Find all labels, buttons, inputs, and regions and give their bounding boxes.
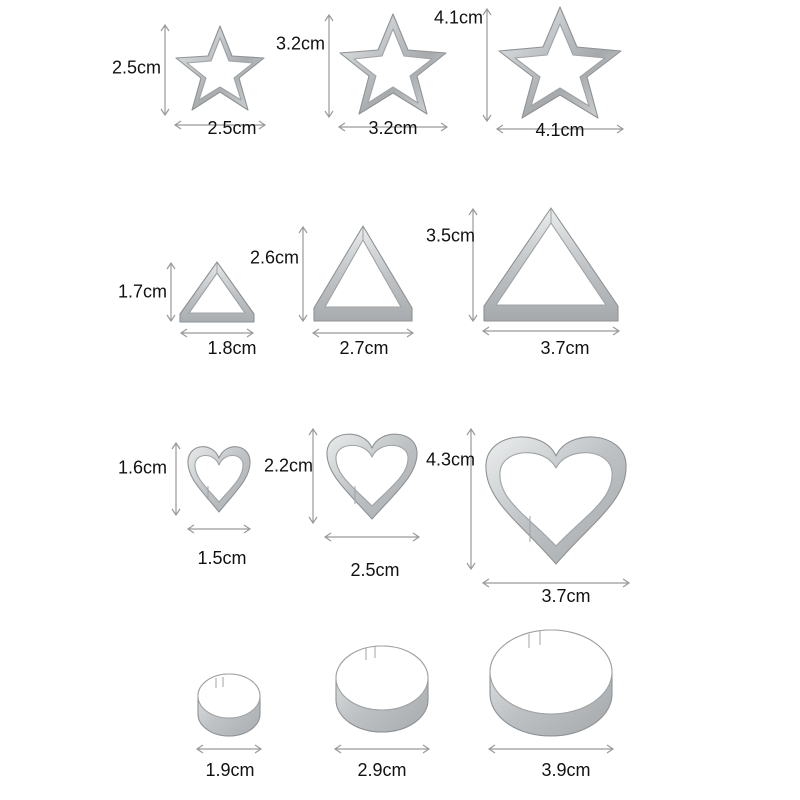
heart-shape-medium — [320, 424, 424, 528]
star-medium-width-label: 3.2cm — [368, 118, 418, 138]
width-arrow-icon — [183, 522, 255, 536]
triangle-shape-large — [478, 204, 624, 326]
triangle-large-width-label: 3.7cm — [540, 338, 590, 358]
round-medium-width-label: 2.9cm — [357, 760, 407, 780]
round-large-width-label: 3.9cm — [541, 760, 591, 780]
heart-medium-height-label: 2.2cm — [264, 455, 314, 476]
height-arrow-icon — [296, 222, 310, 326]
height-arrow-icon — [169, 438, 183, 520]
star-small-height-label: 2.5cm — [112, 57, 162, 78]
cutter-round-small — [192, 670, 266, 740]
round-small-width-label: 1.9cm — [205, 760, 255, 780]
star-shape-small — [170, 18, 270, 118]
cutter-heart-small — [183, 438, 255, 520]
heart-large-width-label: 3.7cm — [541, 586, 591, 606]
star-medium-height-label: 3.2cm — [276, 33, 326, 54]
width-arrow-icon — [320, 530, 424, 544]
heart-shape-large — [478, 424, 634, 574]
triangle-medium-height-label: 2.6cm — [250, 247, 300, 268]
star-small-width-label: 2.5cm — [207, 118, 257, 138]
cutter-triangle-medium — [308, 222, 418, 326]
star-large-width-label: 4.1cm — [535, 120, 585, 140]
cutter-triangle-large — [478, 204, 624, 326]
star-large-height-label: 4.1cm — [434, 7, 484, 28]
triangle-shape-small — [176, 258, 258, 326]
cutter-triangle-small — [176, 258, 258, 326]
height-arrow-icon — [464, 424, 478, 574]
cutter-heart-medium — [320, 424, 424, 528]
heart-medium-width-label: 2.5cm — [350, 560, 400, 580]
heart-large-height-label: 4.3cm — [426, 449, 476, 470]
star-shape-large — [492, 2, 628, 124]
width-arrow-icon — [192, 742, 266, 756]
triangle-small-width-label: 1.8cm — [207, 338, 257, 358]
cutter-round-medium — [330, 640, 434, 740]
heart-small-width-label: 1.5cm — [197, 548, 247, 568]
height-arrow-icon — [466, 204, 480, 326]
width-arrow-icon — [330, 742, 434, 756]
cutter-heart-large — [478, 424, 634, 574]
triangle-small-height-label: 1.7cm — [118, 281, 168, 302]
height-arrow-icon — [322, 10, 336, 122]
circle-shape-medium — [330, 640, 434, 740]
circle-shape-large — [484, 624, 618, 742]
cutter-star-small — [170, 18, 270, 118]
circle-shape-small — [192, 670, 266, 740]
cutter-round-large — [484, 624, 618, 742]
cutter-star-large — [492, 2, 628, 124]
heart-shape-small — [183, 438, 255, 520]
triangle-medium-width-label: 2.7cm — [339, 338, 389, 358]
triangle-shape-medium — [308, 222, 418, 326]
triangle-large-height-label: 3.5cm — [426, 225, 476, 246]
width-arrow-icon — [484, 742, 618, 756]
width-arrow-icon — [478, 324, 624, 338]
heart-small-height-label: 1.6cm — [118, 457, 168, 478]
